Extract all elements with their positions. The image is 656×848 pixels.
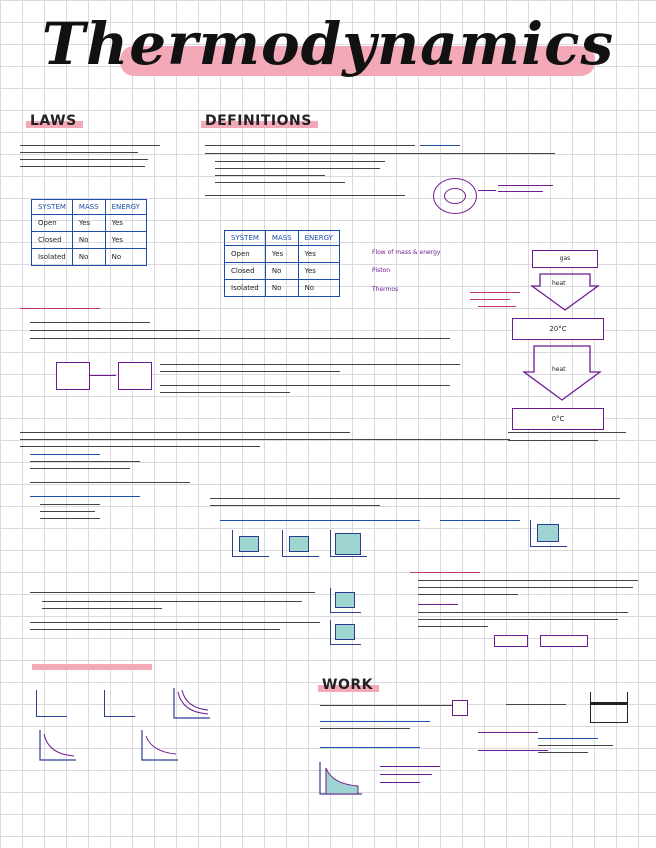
laws-col-mass: MASS: [72, 200, 105, 215]
flow-box-0c: 0°C: [512, 408, 604, 430]
path-graph-1: [330, 588, 361, 613]
table-row: [32, 249, 147, 266]
cell: Yes: [265, 246, 298, 263]
flow-label-heat-2: heat: [552, 366, 566, 373]
table-row: [225, 246, 340, 263]
flow-box-gas: gas: [532, 250, 598, 268]
cell: Closed: [225, 263, 266, 280]
cell: Yes: [105, 232, 146, 249]
work-pv-graph: [318, 760, 364, 796]
flow-arrow-1: [530, 272, 600, 312]
page-title: Thermodynamics: [41, 10, 615, 78]
heat-box-right: [118, 362, 152, 390]
process-box-2: [540, 635, 588, 647]
state-graph-1: [232, 530, 269, 557]
work-header: WORK: [322, 677, 373, 693]
pv-graph-1: [36, 690, 67, 717]
pv-graph-2: [104, 690, 135, 717]
cell: No: [265, 280, 298, 297]
system-circle-inner: [444, 188, 466, 204]
laws-col-system: SYSTEM: [32, 200, 73, 215]
cell: No: [298, 280, 339, 297]
process-box-1: [494, 635, 528, 647]
state-graph-3: [330, 530, 367, 557]
cell: No: [105, 249, 146, 266]
note-open: Flow of mass & energy: [372, 249, 441, 256]
table-row: [225, 263, 340, 280]
cell: Open: [32, 215, 73, 232]
system-col-mass: MASS: [265, 231, 298, 246]
note-closed: Piston: [372, 267, 391, 274]
flow-box-20c: 20°C: [512, 318, 604, 340]
path-graph-2: [330, 620, 361, 645]
cell: Open: [225, 246, 266, 263]
cell: Isolated: [32, 249, 73, 266]
laws-col-energy: ENERGY: [105, 200, 146, 215]
cell: No: [72, 249, 105, 266]
table-row: [225, 280, 340, 297]
cylinder-diagram: [590, 692, 628, 723]
table-row: [32, 232, 147, 249]
heat-box-left: [56, 362, 90, 390]
system-table: [224, 230, 340, 297]
pv-graph-4: [38, 728, 78, 762]
pv-graph-3: [172, 686, 212, 720]
cell: Yes: [298, 246, 339, 263]
cell: Closed: [32, 232, 73, 249]
table-row: [32, 215, 147, 232]
pv-graph-5: [140, 728, 180, 762]
system-col-system: SYSTEM: [225, 231, 266, 246]
definitions-header: DEFINITIONS: [205, 113, 312, 129]
cell: No: [265, 263, 298, 280]
state-graph-4: [530, 520, 567, 547]
graphs-subheader-highlight: [32, 664, 152, 670]
cell: Yes: [105, 215, 146, 232]
cell: Yes: [72, 215, 105, 232]
note-isolated: Thermos: [372, 286, 399, 293]
cell: Isolated: [225, 280, 266, 297]
state-graph-2: [282, 530, 319, 557]
system-col-energy: ENERGY: [298, 231, 339, 246]
flow-label-heat-1: heat: [552, 280, 566, 287]
laws-table: [31, 199, 147, 266]
cell: No: [72, 232, 105, 249]
laws-header: LAWS: [30, 113, 77, 129]
cell: Yes: [298, 263, 339, 280]
flow-arrow-2: [522, 344, 602, 402]
work-piston-box: [452, 700, 468, 716]
